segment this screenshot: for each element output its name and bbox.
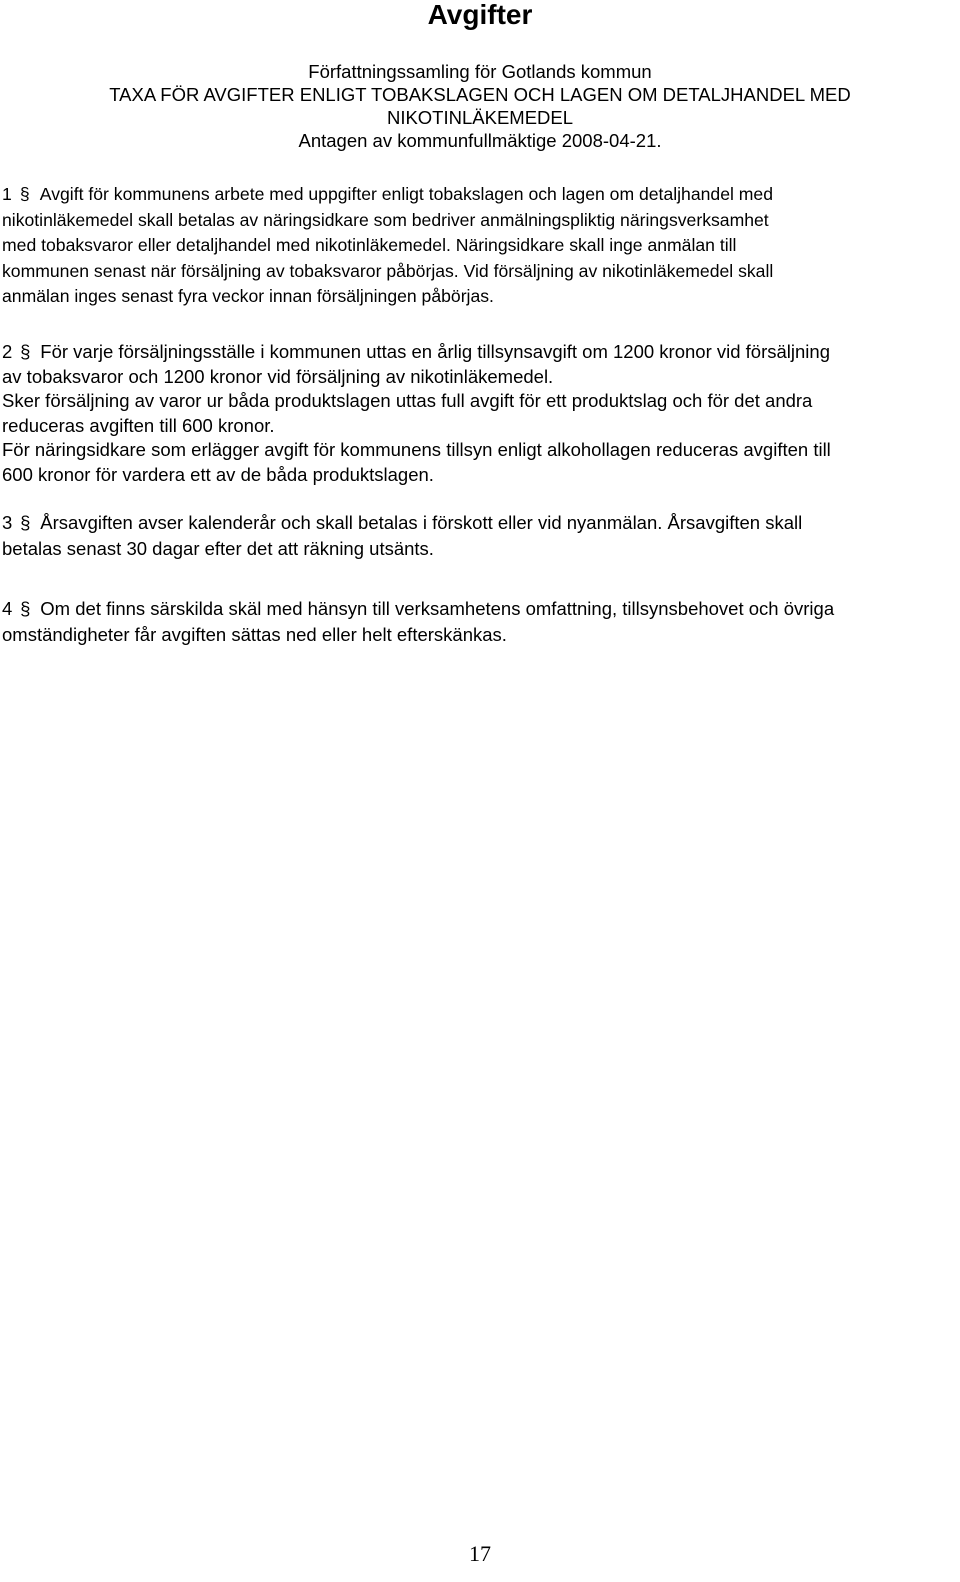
paragraph-symbol: § bbox=[20, 512, 31, 533]
paragraph-symbol: § bbox=[20, 598, 31, 619]
section-4-line: omständigheter får avgiften sättas ned eller helt efterskänkas. bbox=[2, 623, 507, 645]
section-text: För varje försäljningsställe i kommunen uttas en årlig tillsynsavgift om 1200 kronor vid försäljning bbox=[40, 341, 830, 362]
document-header bbox=[0, 60, 960, 152]
section-1-line: med tobaksvaror eller detaljhandel med nikotinläkemedel. Näringsidkare skall inge anmälan till bbox=[2, 235, 737, 255]
section-number: 1 bbox=[2, 184, 12, 204]
section-2-line: av tobaksvaror och 1200 kronor vid försäljning av nikotinläkemedel. bbox=[2, 365, 554, 387]
section-number: 2 bbox=[2, 341, 13, 362]
section-3 bbox=[2, 510, 958, 561]
section-1-line: kommunen senast när försäljning av tobaksvaror påbörjas. Vid försäljning av nikotinläkemedel skall bbox=[2, 260, 774, 281]
section-2-line bbox=[2, 340, 958, 365]
section-3-line: betalas senast 30 dagar efter det att räkning utsänts. bbox=[2, 537, 434, 559]
section-text: Årsavgiften avser kalenderår och skall betalas i förskott eller vid nyanmälan. Årsavgiften skall bbox=[40, 512, 803, 533]
section-text: Avgift för kommunens arbete med uppgifter enligt tobakslagen och lagen om detaljhandel med bbox=[39, 184, 773, 204]
paragraph-symbol: § bbox=[20, 341, 31, 362]
section-2-line: reduceras avgiften till 600 kronor. bbox=[2, 414, 275, 436]
section-2-line: Sker försäljning av varor ur båda produktslagen uttas full avgift för ett produktslag och för det andra bbox=[2, 390, 813, 411]
section-1-line: nikotinläkemedel skall betalas av näringsidkare som bedriver anmälningspliktig näringsverksamhet bbox=[2, 209, 769, 230]
section-2-line: För näringsidkare som erlägger avgift för kommunens tillsyn enligt alkohollagen reduceras avgiften till bbox=[2, 439, 831, 460]
section-number: 3 bbox=[2, 512, 13, 533]
header-line-adopted-date: Antagen av kommunfullmäktige 2008-04-21. bbox=[298, 130, 662, 151]
section-3-line bbox=[2, 510, 958, 536]
header-line-tariff-title: TAXA FÖR AVGIFTER ENLIGT TOBAKSLAGEN OCH LAGEN OM DETALJHANDEL MED bbox=[109, 84, 851, 105]
section-text: Om det finns särskilda skäl med hänsyn till verksamhetens omfattning, tillsynsbehovet och övriga bbox=[40, 598, 835, 619]
header-line-statute-collection: Författningssamling för Gotlands kommun bbox=[308, 61, 652, 82]
section-2 bbox=[2, 340, 958, 487]
page-title: Avgifter bbox=[427, 0, 533, 30]
header-line-tariff-title-cont: NIKOTINLÄKEMEDEL bbox=[386, 107, 574, 128]
section-4 bbox=[2, 596, 958, 647]
section-2-line: 600 kronor för vardera ett av de båda produktslagen. bbox=[2, 463, 434, 485]
section-1-line: anmälan inges senast fyra veckor innan försäljningen påbörjas. bbox=[2, 286, 494, 306]
section-number: 4 bbox=[2, 598, 13, 619]
section-4-line bbox=[2, 596, 958, 622]
section-1-line bbox=[2, 182, 958, 208]
paragraph-symbol: § bbox=[19, 184, 30, 204]
section-1 bbox=[2, 182, 958, 310]
page-number: 17 bbox=[469, 1541, 491, 1566]
